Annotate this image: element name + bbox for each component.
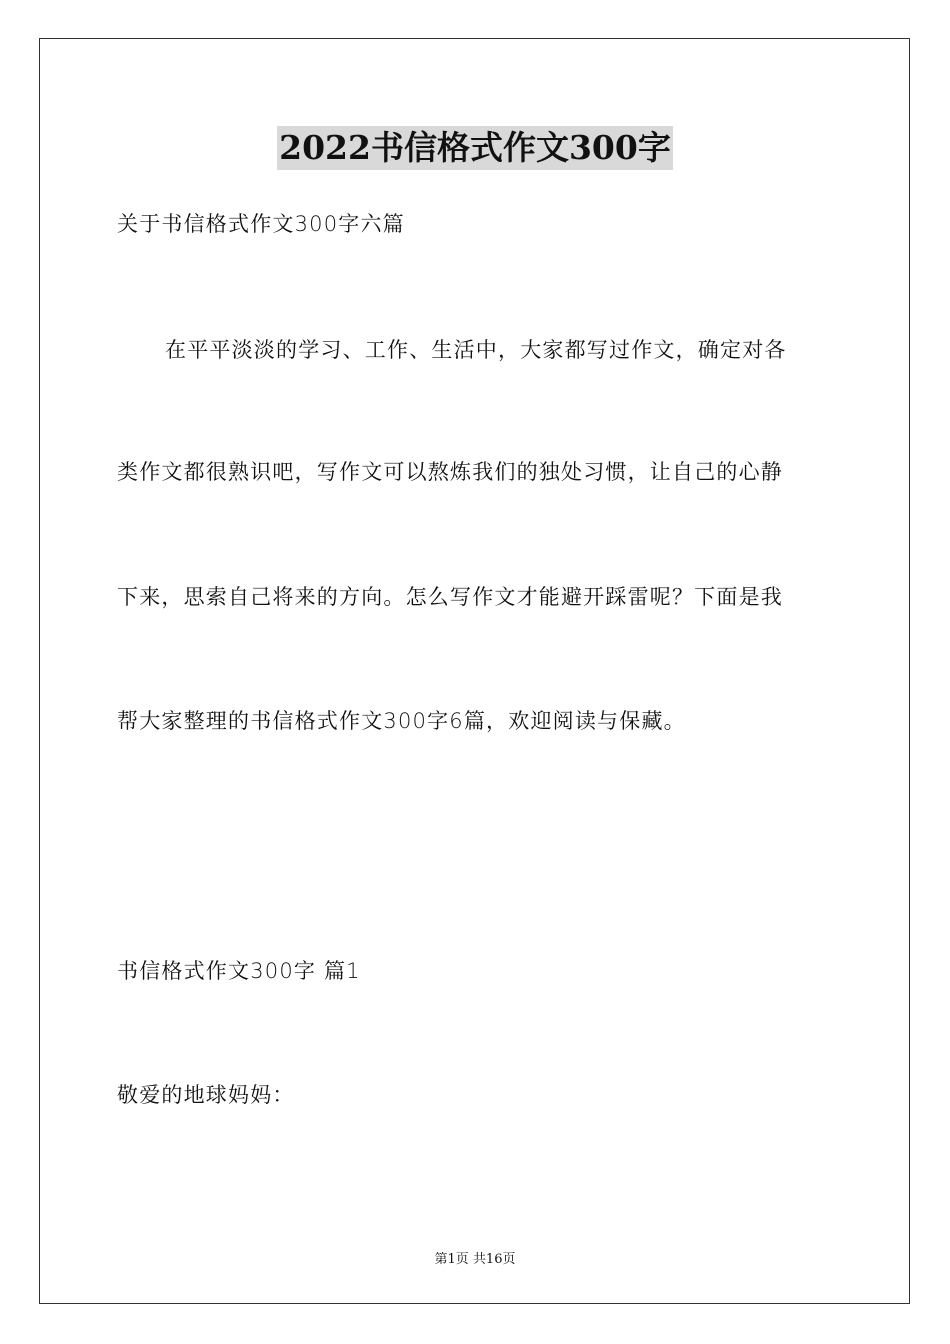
- intro-line-1: 在平平淡淡的学习、工作、生活中，大家都写过作文，确定对各: [165, 338, 787, 362]
- document-title: 2022书信格式作文300字: [277, 126, 673, 170]
- salutation: 敬爱的地球妈妈：: [117, 1083, 295, 1107]
- section-heading: 书信格式作文300字 篇1: [117, 959, 361, 983]
- intro-line-4: 帮大家整理的书信格式作文300字6篇，欢迎阅读与保藏。: [117, 709, 686, 733]
- intro-line-3: 下来，思索自己将来的方向。怎么写作文才能避开踩雷呢？下面是我: [117, 585, 783, 609]
- document-subtitle: 关于书信格式作文300字六篇: [117, 212, 405, 236]
- page-number: 第1页 共16页: [434, 1252, 516, 1267]
- intro-line-2: 类作文都很熟识吧，写作文可以熬炼我们的独处习惯，让自己的心静: [117, 460, 783, 484]
- title-container: [0, 126, 950, 170]
